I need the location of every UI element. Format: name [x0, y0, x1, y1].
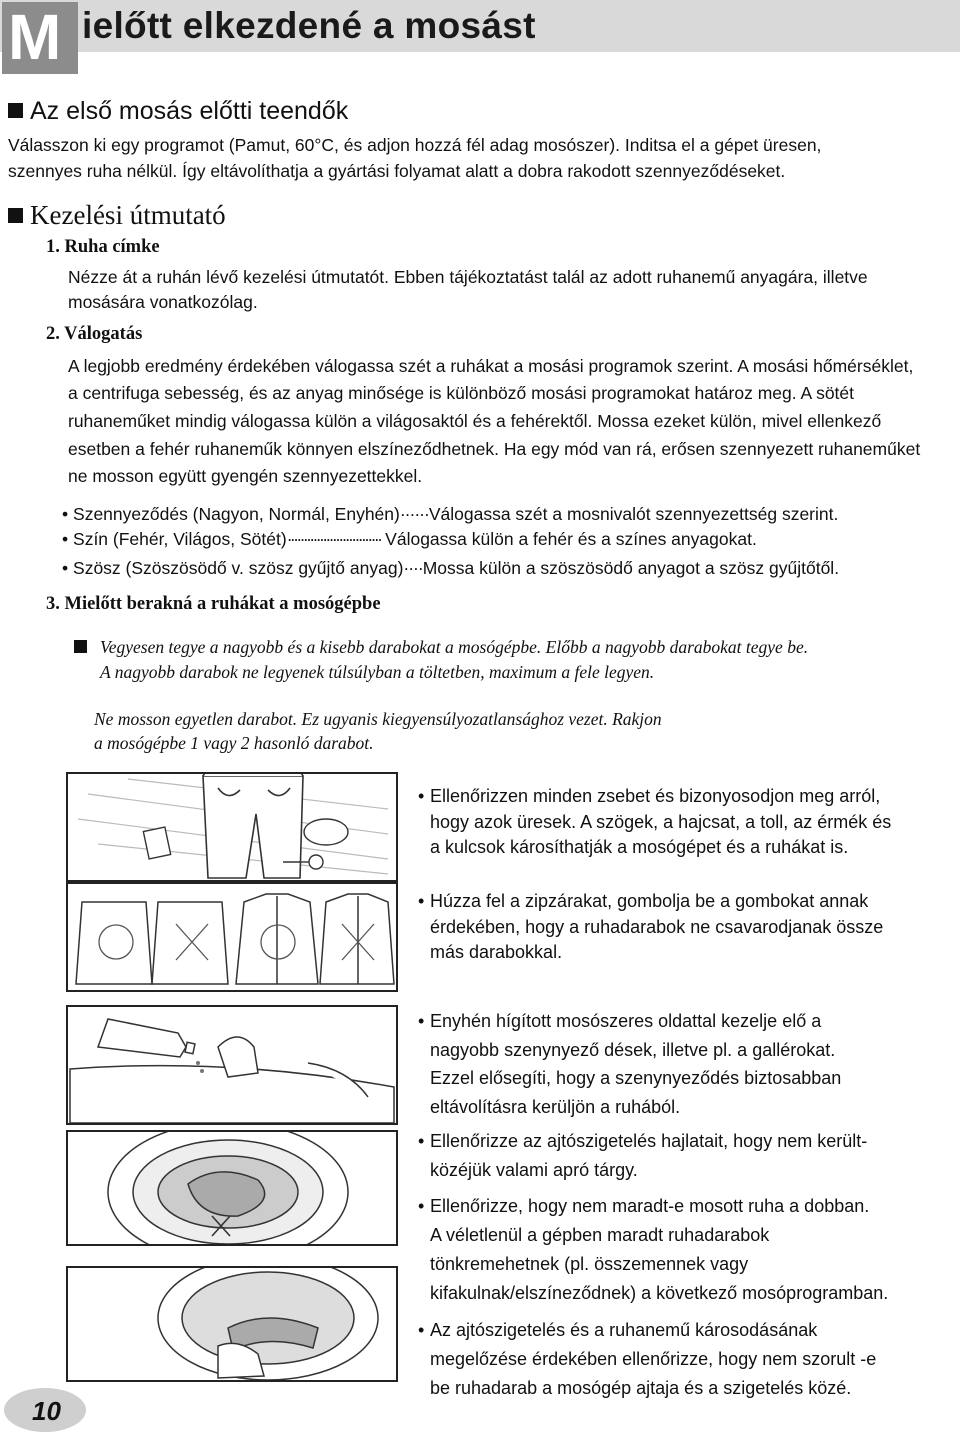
detergent-bottle-icon: [68, 1007, 396, 1123]
trousers-pockets-icon: [68, 774, 396, 880]
bullet-line: Ellenőrizze az ajtószigetelés hajlatait, hogy nem került-: [430, 1131, 868, 1151]
bullet-line: Ellenőrizzen minden zsebet és bizonyosodjon meg arról,: [430, 786, 881, 806]
page-title: ielőtt elkezdené a mosást: [82, 5, 536, 46]
bullet-line: érdekében, hogy a ruhadarabok ne csavarodjanak össze: [430, 916, 884, 937]
section-title-first-wash: Az első mosás előtti teendők: [30, 97, 349, 125]
bullet-dot-icon: •: [418, 891, 425, 911]
section-title-care: Kezelési útmutató: [30, 200, 226, 230]
page-number: 10: [32, 1396, 61, 1426]
sorting-line: ruhaneműket mindig válogassa külön a világosaktól és a fehérektől. Mossa ezeket külön, mivel ellenkező: [68, 411, 882, 431]
square-bullet-icon: [8, 103, 23, 118]
bullet-line: más darabokkal.: [430, 942, 563, 962]
bullet-dot-icon: •: [62, 529, 69, 549]
subsection-title-label: 1. Ruha címke: [46, 237, 160, 257]
shirts-illustration: [66, 882, 398, 992]
drum-check-illustration: [66, 1266, 398, 1382]
sorting-bullet: [62, 527, 757, 551]
label-line: mosására vonatkozólag.: [68, 292, 258, 312]
note-line: A nagyobb darabok ne legyenek túlsúlyban a töltetben, maximum a fele legyen.: [100, 662, 655, 682]
bullet-line: Húzza fel a zipzárakat, gombolja be a gombokat annak: [430, 891, 869, 911]
right-bullet-door-seal: [418, 1127, 867, 1185]
drum-hand-icon: [68, 1268, 396, 1380]
bullet-line: kifakulnak/elszíneződnek) a következő mosóprogramban.: [430, 1283, 889, 1303]
shirts-icon: [68, 884, 396, 990]
bullet-desc: Válogassa szét a mosnivalót szennyezettség szerint.: [428, 504, 839, 524]
pockets-illustration: [66, 772, 398, 882]
sorting-line: ne mosson együtt gyengén szennyezettekkel.: [68, 466, 423, 486]
right-bullet-pockets: [418, 784, 891, 861]
bullet-desc: Válogassa külön a fehér és a színes anyagokat.: [380, 529, 757, 549]
header-initial: M: [8, 1, 62, 73]
bullet-line: Az ajtószigetelés és a ruhanemű károsodásának: [430, 1320, 818, 1340]
bullet-line: Ezzel elősegíti, hogy a szenynyeződés biztosabban: [430, 1068, 842, 1088]
square-bullet-icon: [74, 640, 87, 653]
bullet-line: A véletlenül a gépben maradt ruhadarabok: [430, 1225, 770, 1245]
bullet-line: tönkremehetnek (pl. összemennek vagy: [430, 1254, 749, 1274]
bullet-term: Szín (Fehér, Világos, Sötét): [73, 529, 287, 549]
square-bullet-icon: [8, 208, 23, 223]
bullet-line: Ellenőrizze, hogy nem maradt-e mosott ruha a dobban.: [430, 1196, 870, 1216]
subsection-title-sorting: 2. Válogatás: [46, 324, 143, 344]
bullet-dot-icon: •: [62, 504, 69, 524]
section1-line: szennyes ruha nélkül. Így eltávolíthatja a gyártási folyamat alatt a dobra rakodott szennyeződéseket.: [8, 161, 786, 181]
bullet-line: a kulcsok károsíthatják a mosógépet és a ruhákat is.: [430, 837, 849, 857]
bullet-dot-icon: •: [418, 1196, 425, 1216]
right-bullet-pretreat: [418, 1007, 841, 1121]
bullet-line: közéjük valami apró tárgy.: [430, 1160, 638, 1180]
bullet-term: Szennyeződés (Nagyon, Normál, Enyhén): [73, 504, 400, 524]
right-bullet-drum-check: [418, 1192, 888, 1308]
bullet-dot-icon: •: [62, 558, 69, 578]
bullet-line: be ruhadarab a mosógép ajtaja és a szigetelés közé.: [430, 1378, 852, 1398]
bullet-leader: ······: [399, 504, 429, 524]
subsection-title-loading: 3. Mielőtt berakná a ruhákat a mosógépbe: [46, 594, 381, 614]
bullet-line: megelőzése érdekében ellenőrizze, hogy nem szorult -e: [430, 1349, 877, 1369]
bullet-dot-icon: •: [418, 1320, 425, 1340]
bullet-line: hogy azok üresek. A szögek, a hajcsat, a toll, az érmék és: [430, 811, 892, 832]
label-line: Nézze át a ruhán lévő kezelési útmutatót. Ebben tájékoztatást talál az adott ruhanemű anyagára, illetve: [68, 267, 868, 287]
sorting-line: a centrifuga sebesség, és az anyag minősége is különböző mosási programokat határoz meg. A sötét: [68, 383, 855, 403]
bullet-line: Enyhén hígított mosószeres oldattal kezelje elő a: [430, 1011, 822, 1031]
detergent-illustration: [66, 1005, 398, 1125]
sorting-bullet: [62, 556, 839, 580]
bullet-line: nagyobb szenynyező dések, illetve pl. a gallérokat.: [430, 1039, 836, 1060]
bullet-dot-icon: •: [418, 1131, 425, 1151]
bullet-line: eltávolításra kerüljön a ruhából.: [430, 1096, 681, 1117]
section1-line: Válasszon ki egy programot (Pamut, 60°C, és adjon hozzá fél adag mosószer). Inditsa el a gépet üresen,: [8, 135, 822, 155]
note-line: a mosógépbe 1 vagy 2 hasonló darabot.: [94, 733, 374, 753]
right-bullet-zippers: [418, 889, 883, 966]
sorting-line: esetben a fehér ruhaneműk könnyen elszíneződhetnek. Ha egy mód van rá, erősen szennyezett ruhaneműket: [68, 439, 921, 459]
bullet-leader: ·····························: [286, 529, 381, 549]
bullet-dot-icon: •: [418, 1011, 425, 1031]
sorting-line: A legjobb eredmény érdekében válogassa szét a ruhákat a mosási programok szerint. A mosási hőmérséklet,: [68, 356, 914, 376]
note-line: Ne mosson egyetlen darabot. Ez ugyanis kiegyensúlyozatlansághoz vezet. Rakjon: [94, 709, 662, 729]
right-bullet-door-damage: [418, 1316, 876, 1403]
bullet-leader: ····: [403, 558, 423, 578]
bullet-term: Szösz (Szöszösödő v. szösz gyűjtő anyag): [73, 558, 404, 578]
drum-door-icon: [68, 1132, 396, 1244]
bullet-desc: Mossa külön a szöszösödő anyagot a szösz gyűjtőtől.: [422, 558, 840, 578]
note-line: Vegyesen tegye a nagyobb és a kisebb darabokat a mosógépbe. Előbb a nagyobb darabokat tegye be.: [100, 637, 809, 657]
door-seal-illustration: [66, 1130, 398, 1246]
sorting-bullet: [62, 502, 838, 526]
bullet-dot-icon: •: [418, 786, 425, 806]
